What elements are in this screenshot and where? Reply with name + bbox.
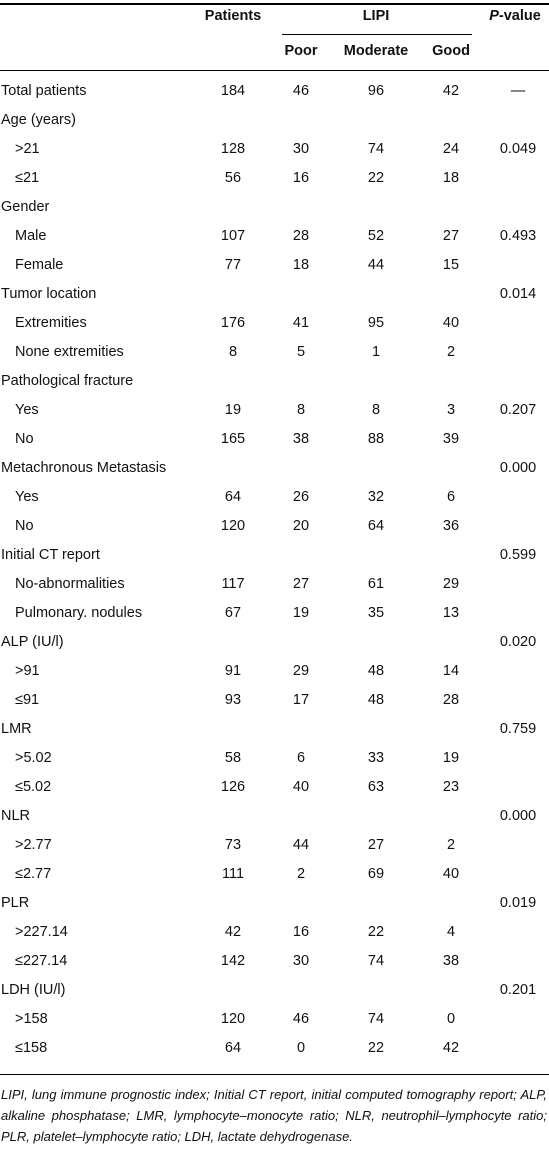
cell-moderate: 74	[367, 953, 385, 969]
row-sublabel: ≤21	[15, 170, 40, 186]
row-sublabel: Yes	[15, 402, 39, 418]
row-sublabel: No	[15, 518, 34, 534]
cell-good: 40	[442, 315, 460, 331]
cell-p: 0.020	[499, 634, 537, 650]
cell-good: 23	[442, 779, 460, 795]
cell-patients: 117	[221, 576, 245, 592]
cell-moderate: 96	[367, 83, 385, 99]
cell-poor: 46	[292, 1011, 310, 1027]
cell-good: 42	[442, 1040, 460, 1056]
cell-patients: 126	[220, 779, 246, 795]
row-sublabel: Yes	[15, 489, 39, 505]
row-label: Metachronous Metastasis	[1, 460, 167, 476]
header-moderate: Moderate	[343, 43, 409, 59]
cell-moderate: 22	[367, 924, 385, 940]
cell-moderate: 32	[367, 489, 385, 505]
cell-moderate: 95	[367, 315, 385, 331]
row-sublabel: >91	[15, 663, 40, 679]
cell-poor: 41	[292, 315, 310, 331]
cell-p: 0.201	[499, 982, 537, 998]
cell-good: 24	[442, 141, 460, 157]
row-label: LDH (IU/l)	[1, 982, 66, 998]
cell-patients: 8	[228, 344, 238, 360]
cell-moderate: 64	[367, 518, 385, 534]
cell-moderate: 35	[367, 605, 385, 621]
cell-good: 40	[442, 866, 460, 882]
cell-good: 2	[446, 344, 456, 360]
row-sublabel: ≤5.02	[15, 779, 52, 795]
row-sublabel: >2.77	[15, 837, 52, 853]
row-label: Total patients	[1, 83, 87, 99]
cell-poor: 27	[292, 576, 310, 592]
row-label: Age (years)	[1, 112, 76, 128]
cell-good: 36	[442, 518, 460, 534]
row-label: PLR	[1, 895, 30, 911]
cell-poor: 0	[296, 1040, 306, 1056]
row-sublabel: Female	[15, 257, 64, 273]
cell-poor: 5	[296, 344, 306, 360]
cell-patients: 176	[220, 315, 246, 331]
cell-good: 28	[442, 692, 460, 708]
row-sublabel: No-abnormalities	[15, 576, 125, 592]
row-label: Gender	[1, 199, 50, 215]
cell-moderate: 33	[367, 750, 385, 766]
row-sublabel: >5.02	[15, 750, 52, 766]
cell-patients: 111	[221, 866, 245, 882]
cell-patients: 56	[224, 170, 242, 186]
cell-moderate: 52	[367, 228, 385, 244]
cell-poor: 30	[292, 141, 310, 157]
row-sublabel: Male	[15, 228, 47, 244]
row-sublabel: ≤2.77	[15, 866, 52, 882]
cell-patients: 93	[224, 692, 242, 708]
cell-p: 0.014	[499, 286, 537, 302]
top-rule	[0, 3, 549, 5]
cell-poor: 19	[292, 605, 310, 621]
header-patients: Patients	[204, 8, 262, 24]
cell-good: 6	[446, 489, 456, 505]
cell-patients: 120	[220, 1011, 246, 1027]
cell-moderate: 1	[371, 344, 381, 360]
cell-poor: 16	[292, 170, 310, 186]
cell-moderate: 48	[367, 663, 385, 679]
cell-good: 0	[446, 1011, 456, 1027]
header-pvalue-rest: -value	[498, 8, 541, 24]
cell-moderate: 74	[367, 1011, 385, 1027]
header-bottom-rule	[0, 70, 549, 71]
cell-poor: 18	[292, 257, 310, 273]
cell-patients: 107	[220, 228, 246, 244]
cell-good: 27	[442, 228, 460, 244]
row-sublabel: No	[15, 431, 34, 447]
cell-patients: 142	[220, 953, 246, 969]
row-label: ALP (IU/l)	[1, 634, 64, 650]
row-label: Pathological fracture	[1, 373, 134, 389]
cell-poor: 20	[292, 518, 310, 534]
cell-moderate: 63	[367, 779, 385, 795]
cell-p: 0.000	[499, 460, 537, 476]
row-sublabel: >227.14	[15, 924, 68, 940]
table-footnote: LIPI, lung immune prognostic index; Initial CT report, initial computed tomography report; ALP, alkaline phosphatase; LMR, lymphocyte–monocyte ratio; NLR, neutrophil–lymphocyte ratio; PLR, platelet–lymphocyte ratio; LDH, lactate dehydrogenase.	[1, 1087, 547, 1144]
cell-moderate: 88	[367, 431, 385, 447]
cell-poor: 30	[292, 953, 310, 969]
header-poor: Poor	[284, 43, 318, 59]
cell-patients: 64	[224, 1040, 242, 1056]
cell-p: 0.000	[499, 808, 537, 824]
cell-good: 19	[442, 750, 460, 766]
row-sublabel: Extremities	[15, 315, 87, 331]
cell-patients: 77	[224, 257, 242, 273]
row-sublabel: ≤158	[15, 1040, 48, 1056]
cell-patients: 58	[224, 750, 242, 766]
cell-good: 38	[442, 953, 460, 969]
cell-patients: 64	[224, 489, 242, 505]
cell-poor: 28	[292, 228, 310, 244]
cell-p: 0.019	[499, 895, 537, 911]
row-sublabel: ≤91	[15, 692, 40, 708]
cell-poor: 38	[292, 431, 310, 447]
cell-p: 0.759	[499, 721, 537, 737]
row-label: Tumor location	[1, 286, 97, 302]
row-sublabel: None extremities	[15, 344, 124, 360]
cell-poor: 29	[292, 663, 310, 679]
cell-patients: 73	[224, 837, 242, 853]
row-sublabel: Pulmonary. nodules	[15, 605, 143, 621]
row-sublabel: >21	[15, 141, 40, 157]
cell-good: 14	[442, 663, 460, 679]
cell-moderate: 22	[367, 1040, 385, 1056]
cell-moderate: 61	[367, 576, 385, 592]
cell-moderate: 44	[367, 257, 385, 273]
cell-moderate: 48	[367, 692, 385, 708]
cell-good: 42	[442, 83, 460, 99]
header-pvalue	[489, 6, 541, 26]
cell-poor: 8	[296, 402, 306, 418]
cell-patients: 184	[220, 83, 246, 99]
row-label: NLR	[1, 808, 31, 824]
cell-p: 0.207	[499, 402, 537, 418]
header-lipi: LIPI	[362, 8, 390, 24]
cell-good: 4	[446, 924, 456, 940]
cell-moderate: 27	[367, 837, 385, 853]
cell-poor: 26	[292, 489, 310, 505]
cell-p: 0.049	[499, 141, 537, 157]
cell-good: 15	[442, 257, 460, 273]
cell-poor: 40	[292, 779, 310, 795]
cell-patients: 165	[220, 431, 246, 447]
cell-p: —	[510, 83, 526, 99]
bottom-rule	[0, 1074, 549, 1075]
row-label: Initial CT report	[1, 547, 100, 563]
cell-poor: 46	[292, 83, 310, 99]
cell-good: 18	[442, 170, 460, 186]
cell-good: 39	[442, 431, 460, 447]
cell-patients: 128	[220, 141, 246, 157]
cell-p: 0.599	[499, 547, 537, 563]
cell-moderate: 74	[367, 141, 385, 157]
cell-moderate: 69	[367, 866, 385, 882]
header-pvalue-italic: P	[489, 8, 499, 24]
cell-good: 29	[442, 576, 460, 592]
row-label: LMR	[1, 721, 32, 737]
cell-p: 0.493	[499, 228, 537, 244]
cell-poor: 16	[292, 924, 310, 940]
cell-poor: 17	[292, 692, 310, 708]
cell-moderate: 8	[371, 402, 381, 418]
cell-poor: 2	[296, 866, 306, 882]
cell-patients: 42	[224, 924, 242, 940]
cell-patients: 19	[224, 402, 242, 418]
header-good: Good	[432, 43, 470, 59]
cell-poor: 6	[296, 750, 306, 766]
cell-good: 2	[446, 837, 456, 853]
cell-poor: 44	[292, 837, 310, 853]
row-sublabel: ≤227.14	[15, 953, 68, 969]
row-sublabel: >158	[15, 1011, 48, 1027]
cell-patients: 120	[220, 518, 246, 534]
cell-good: 13	[442, 605, 460, 621]
cell-patients: 67	[224, 605, 242, 621]
cell-moderate: 22	[367, 170, 385, 186]
cell-good: 3	[446, 402, 456, 418]
lipi-span-rule	[282, 34, 472, 35]
cell-patients: 91	[224, 663, 242, 679]
